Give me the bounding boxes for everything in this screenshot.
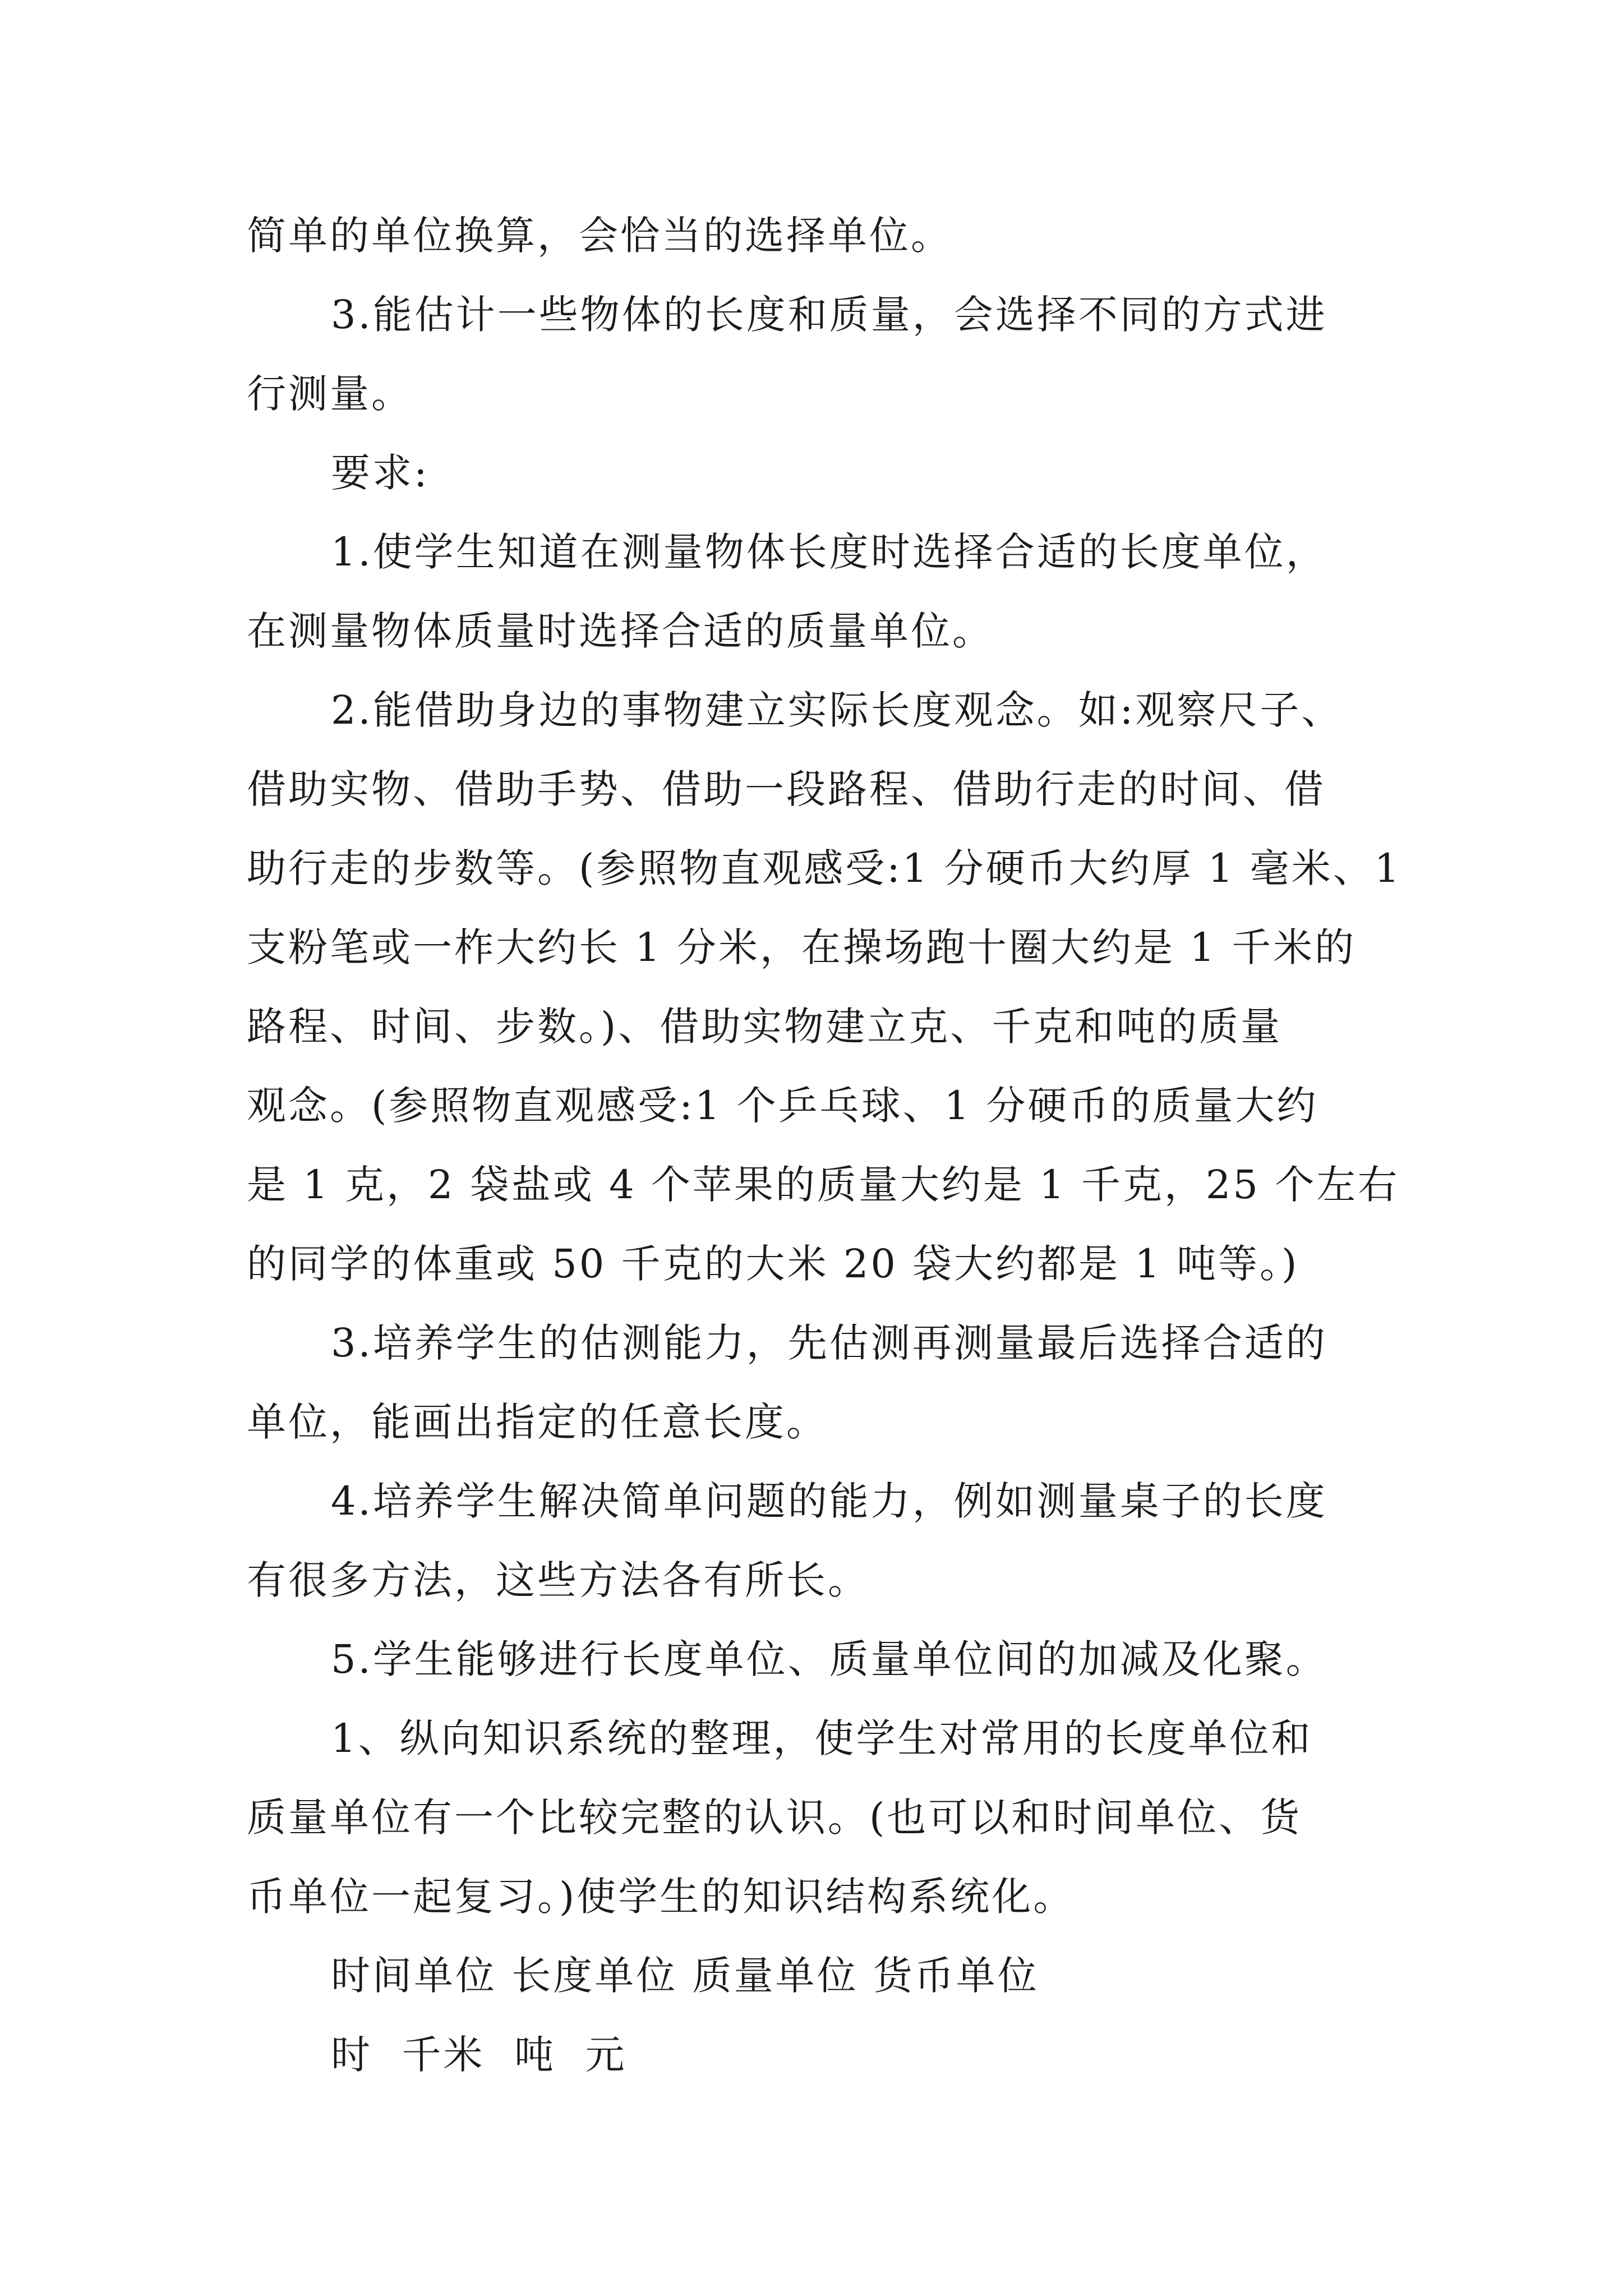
paragraph-line: 3.培养学生的估测能力，先估测再测量最后选择合适的 bbox=[331, 1320, 1327, 1366]
paragraph-line: 的同学的体重或 50 千克的大米 20 袋大约都是 1 吨等。) bbox=[247, 1241, 1299, 1287]
document-body bbox=[247, 196, 1453, 2095]
paragraph-line: 是 1 克，2 袋盐或 4 个苹果的质量大约是 1 千克，25 个左右 bbox=[247, 1162, 1400, 1208]
paragraph-line: 在测量物体质量时选择合适的质量单位。 bbox=[247, 608, 994, 654]
paragraph-line: 行测量。 bbox=[247, 371, 413, 417]
paragraph-line: 3.能估计一些物体的长度和质量，会选择不同的方式进 bbox=[331, 292, 1327, 338]
paragraph-line: 1、纵向知识系统的整理，使学生对常用的长度单位和 bbox=[331, 1715, 1313, 1761]
paragraph-line: 简单的单位换算，会恰当的选择单位。 bbox=[247, 213, 952, 259]
paragraph-line: 观念。(参照物直观感受:1 个乒乓球、1 分硬币的质量大约 bbox=[247, 1083, 1318, 1129]
paragraph-line: 借助实物、借助手势、借助一段路程、借助行走的时间、借 bbox=[247, 766, 1326, 812]
section-heading: 要求: bbox=[331, 450, 430, 496]
paragraph-line: 1.使学生知道在测量物体长度时选择合适的长度单位， bbox=[331, 529, 1327, 575]
paragraph-line: 2.能借助身边的事物建立实际长度观念。如:观察尺子、 bbox=[331, 687, 1343, 733]
paragraph-line: 支粉笔或一柞大约长 1 分米，在操场跑十圈大约是 1 千米的 bbox=[247, 924, 1357, 970]
paragraph-line: 质量单位有一个比较完整的认识。(也可以和时间单位、货 bbox=[247, 1795, 1302, 1841]
paragraph-line: 4.培养学生解决简单问题的能力，例如测量桌子的长度 bbox=[331, 1478, 1327, 1524]
paragraph-line: 5.学生能够进行长度单位、质量单位间的加减及化聚。 bbox=[331, 1636, 1327, 1682]
unit-category-row: 时 千米 吨 元 bbox=[331, 2032, 627, 2078]
paragraph-line: 助行走的步数等。(参照物直观感受:1 分硬币大约厚 1 毫米、1 bbox=[247, 845, 1402, 891]
paragraph-line: 单位，能画出指定的任意长度。 bbox=[247, 1399, 828, 1445]
paragraph-line: 币单位一起复习。)使学生的知识结构系统化。 bbox=[247, 1874, 1075, 1920]
paragraph-line: 路程、时间、步数。)、借助实物建立克、千克和吨的质量 bbox=[247, 1004, 1283, 1050]
unit-category-header: 时间单位 长度单位 质量单位 货币单位 bbox=[331, 1953, 1039, 1999]
paragraph-line: 有很多方法，这些方法各有所长。 bbox=[247, 1557, 869, 1603]
